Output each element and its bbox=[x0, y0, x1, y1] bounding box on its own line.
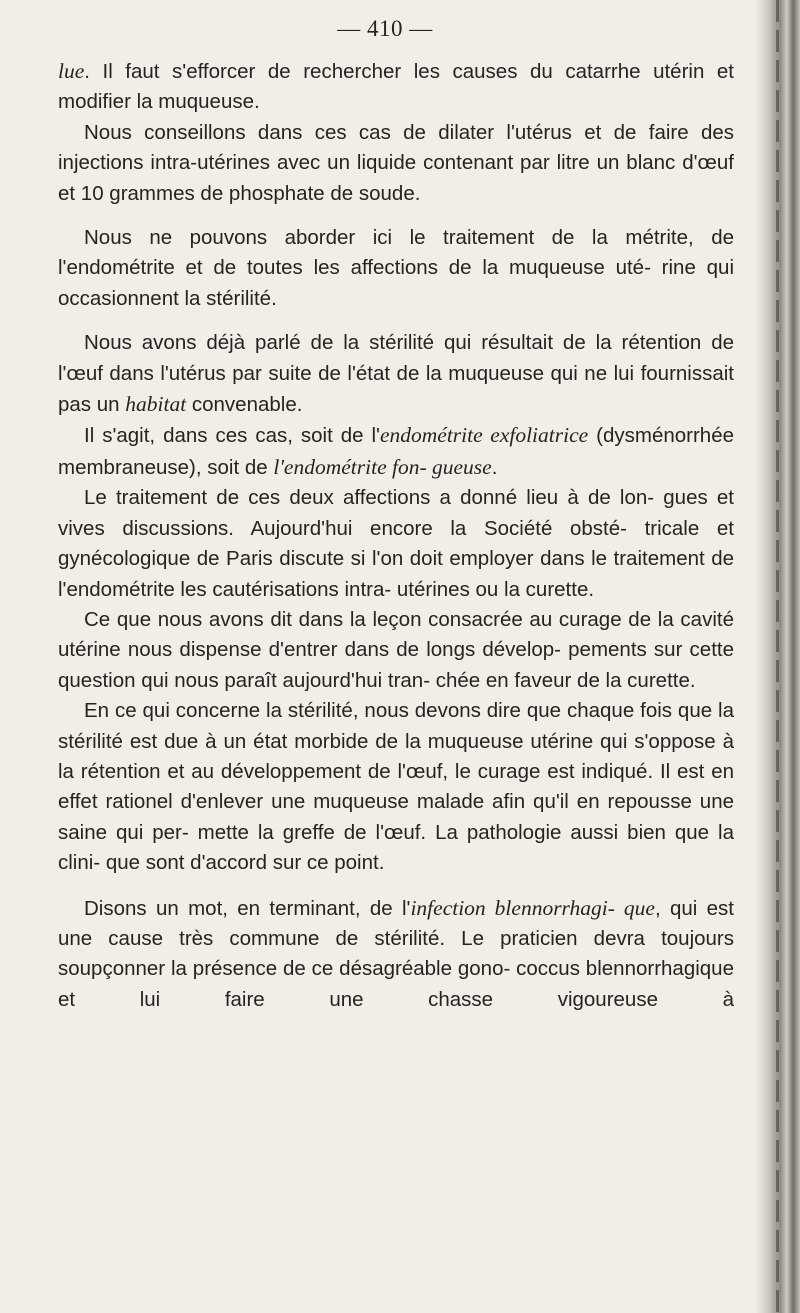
paragraph-span: . Il faut s'efforcer de rechercher les causes du catarrhe utérin et modifier la muqueuse. bbox=[58, 60, 734, 114]
paragraph-span: (dysménorrhée membraneuse), soit de bbox=[58, 424, 735, 479]
paragraph-injections bbox=[58, 118, 734, 209]
paragraph-traitement bbox=[58, 483, 734, 605]
paragraph-span: Ce que nous avons dit dans la leçon consacrée au curage de la cavité utérine nous dispense d'entrer dans de longs dévelop- pements sur cette question qui nous paraît aujourd'hui tran- chée en faveur de la curette. bbox=[58, 607, 734, 692]
paragraph-span: infection blennorrhagi- que bbox=[410, 895, 655, 920]
paragraph-span: Nous avons déjà parlé de la stérilité qui résultait de la rétention de l'œuf dans l'utérus par suite de l'état de la muqueuse qui ne lui fournissait pas un bbox=[58, 331, 734, 417]
paragraph-span: Le traitement de ces deux affections a donné lieu à de lon- gues et vives discussions. Aujourd'hui encore la Société obsté- tricale et gynécologique de Paris discute si l'on doit employer dans le traitement de l'endométrite les cautérisations intra- utérines ou la curette. bbox=[58, 486, 734, 601]
paragraph-infection bbox=[58, 893, 734, 1016]
paragraph-span: endométrite exfoliatrice bbox=[379, 423, 589, 448]
paragraph-retention bbox=[58, 328, 734, 420]
page-number: — 410 — bbox=[337, 16, 433, 41]
paragraph-span: Nous ne pouvons aborder ici le traitement de la métrite, de l'endométrite et de toutes les affections de la muqueuse uté- rine qui occasionnent la stérilité. bbox=[58, 226, 734, 310]
paragraph-sterilite bbox=[58, 696, 734, 878]
paragraph-endometrite bbox=[58, 420, 734, 483]
paragraph-span: Nous conseillons dans ces cas de dilater l'utérus et de faire des injections intra-utérines avec un liquide contenant par litre un blanc d'œuf et 10 grammes de phosphate de soude. bbox=[58, 120, 734, 205]
body-text bbox=[58, 56, 734, 1015]
paragraph-span: Disons un mot, en terminant, de l' bbox=[84, 896, 411, 920]
paragraph-span: habitat bbox=[125, 392, 187, 417]
paragraph-span: lue bbox=[58, 59, 85, 83]
paragraph-continuation bbox=[58, 56, 734, 118]
page-binding-edge bbox=[756, 0, 800, 1313]
paragraph-metrite bbox=[58, 223, 734, 314]
paragraph-span: En ce qui concerne la stérilité, nous devons dire que chaque fois que la stérilité est due à un état morbide de la muqueuse utérine qui s'oppose à la rétention et au développement de l'œuf, le curage est indiqué. Il est en effet rationel d'enlever une muqueuse malade afin qu'il en repousse une saine qui per- mette la greffe de l'œuf. La pathologie aussi bien que la clini- que sont d'accord sur ce point. bbox=[58, 699, 734, 875]
paragraph-curage bbox=[58, 605, 734, 696]
paragraph-span: Il s'agit, dans ces cas, soit de l' bbox=[84, 424, 380, 448]
paragraph-span: , qui est une cause très commune de stérilité. Le praticien devra toujours soupçonner la présence de ce désagréable gono- coccus blennorrhagique et lui faire une chasse vigoureuse à bbox=[58, 896, 734, 1011]
paragraph-span: . bbox=[491, 455, 498, 479]
paragraph-span: l'endométrite fon- gueuse bbox=[273, 454, 492, 479]
paragraph-span: convenable. bbox=[186, 393, 303, 417]
